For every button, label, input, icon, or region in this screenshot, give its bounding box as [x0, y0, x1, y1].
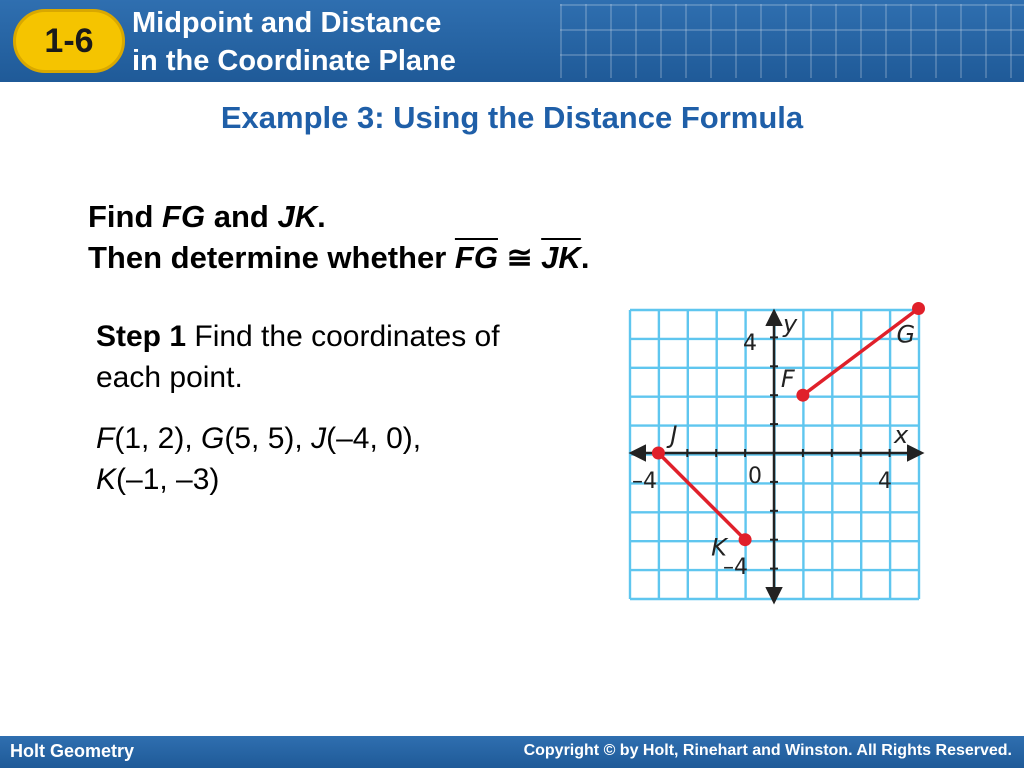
x-axis-label: x	[894, 421, 909, 449]
prompt-text: and	[205, 199, 278, 234]
prompt-line2	[88, 237, 589, 278]
point-j-value: (–4, 0),	[326, 422, 422, 455]
point-j-name: J	[311, 422, 327, 455]
step-1	[96, 316, 566, 398]
segment-jk-overline: $\overline{JK}$	[541, 240, 581, 275]
tick-label-x-neg4: –4	[632, 469, 657, 494]
example-title: Example 3: Using the Distance Formula	[220, 100, 804, 135]
footer-copyright: Copyright © by Holt, Rinehart and Winston. All Rights Reserved.	[523, 742, 1012, 759]
congruent-symbol: ≅	[497, 240, 542, 275]
tick-label-x-pos4: 4	[878, 469, 892, 494]
prompt-text: Then determine whether	[88, 240, 455, 275]
axes	[632, 312, 921, 601]
points	[652, 302, 925, 562]
point-j	[652, 447, 665, 460]
point-g-value: (5, 5),	[224, 422, 312, 455]
problem-prompt	[88, 196, 589, 278]
segment-jk-name: JK	[277, 199, 318, 234]
coordinate-graph	[620, 300, 930, 605]
header-grid-pattern	[560, 4, 1024, 78]
point-g	[912, 302, 925, 315]
point-k	[739, 533, 752, 546]
point-g-name: G	[201, 422, 225, 455]
tick-label-y-neg4: –4	[723, 555, 748, 580]
footer-bar	[0, 736, 1024, 768]
lesson-title	[132, 4, 456, 80]
lesson-title-line2: in the Coordinate Plane	[132, 45, 456, 77]
segment-jk	[658, 453, 745, 540]
step-label: Step 1	[96, 320, 187, 353]
point-label-k: K	[711, 533, 727, 562]
lesson-title-line1: Midpoint and Distance	[132, 7, 442, 39]
coordinate-plane-svg	[620, 300, 930, 605]
point-label-g: G	[896, 320, 916, 349]
segments	[658, 309, 918, 540]
prompt-text: Find	[88, 199, 163, 234]
prompt-line1	[88, 196, 589, 237]
prompt-text: .	[580, 240, 590, 275]
tick-label-origin: 0	[748, 464, 762, 489]
step-text: Find the coordinates of each point.	[96, 320, 500, 394]
y-axis-label: y	[783, 310, 798, 338]
footer-course-name: Holt Geometry	[10, 741, 135, 761]
tick-label-y-pos4: 4	[743, 331, 757, 356]
point-k-name: K	[96, 463, 117, 496]
segment-fg-name: FG	[162, 199, 206, 234]
point-f-name: F	[96, 422, 115, 455]
header-bar	[0, 0, 1024, 82]
point-k-value: (–1, –3)	[116, 463, 220, 496]
point-label-j: J	[670, 421, 678, 449]
point-f	[796, 389, 809, 402]
point-f-value: (1, 2),	[114, 422, 202, 455]
lesson-badge: 1-6	[13, 9, 125, 73]
prompt-text: .	[317, 199, 326, 234]
segment-fg-overline: $\overline{FG}$	[454, 240, 498, 275]
point-coordinates	[96, 418, 566, 500]
point-label-f: F	[780, 365, 795, 394]
